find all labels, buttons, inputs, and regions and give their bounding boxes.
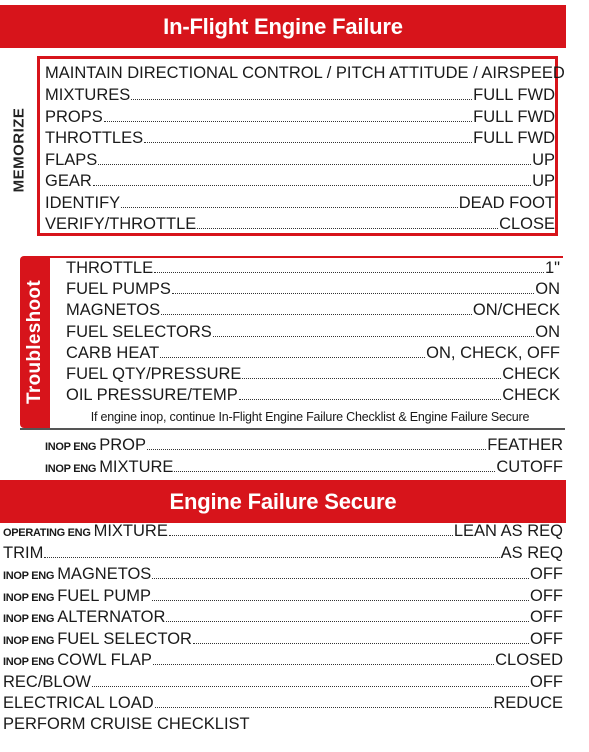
secure-item bbox=[3, 607, 563, 628]
item-value: DEAD FOOT bbox=[458, 193, 555, 212]
troubleshoot-note: If engine inop, continue In-Flight Engine Failure Checklist & Engine Failure Secure bbox=[90, 410, 530, 424]
memorize-side-label: MEMORIZE bbox=[10, 107, 28, 193]
memorize-item bbox=[45, 107, 555, 128]
item-label: OIL PRESSURE/TEMP bbox=[66, 386, 238, 405]
leader-dots bbox=[152, 586, 529, 601]
item-label: INOP ENG FUEL SELECTOR bbox=[3, 629, 192, 648]
item-value: UP bbox=[532, 172, 555, 190]
memorize-item bbox=[45, 150, 555, 171]
item-value: CHECK bbox=[502, 365, 560, 383]
item-label: TRIM bbox=[3, 543, 44, 562]
troubleshoot-item bbox=[66, 385, 560, 406]
secure-item bbox=[3, 543, 563, 564]
troubleshoot-item bbox=[66, 300, 560, 321]
item-label: FUEL SELECTORS bbox=[66, 322, 212, 341]
leader-dots bbox=[161, 300, 472, 315]
memorize-item bbox=[45, 171, 555, 192]
item-value: FULL FWD bbox=[473, 86, 555, 104]
engine-prefix: INOP ENG bbox=[3, 591, 55, 604]
item-value: LEAN AS REQ bbox=[453, 522, 563, 540]
leader-dots bbox=[104, 107, 472, 122]
leader-dots bbox=[169, 521, 453, 536]
item-label: OPERATING ENG MIXTURE bbox=[3, 522, 168, 540]
leader-dots bbox=[98, 150, 531, 165]
leader-dots bbox=[144, 128, 472, 143]
item-value: CLOSED bbox=[495, 651, 563, 669]
item-value: OFF bbox=[530, 608, 563, 626]
secure-final-line: PERFORM CRUISE CHECKLIST bbox=[3, 715, 250, 733]
leader-dots bbox=[147, 435, 486, 450]
item-value: ON, CHECK, OFF bbox=[426, 343, 560, 362]
item-value: FEATHER bbox=[487, 436, 563, 454]
leader-dots bbox=[131, 85, 472, 100]
item-label: FUEL QTY/PRESSURE bbox=[66, 365, 242, 383]
troubleshoot-item bbox=[66, 364, 560, 385]
item-value: UP bbox=[532, 150, 555, 169]
secure-item bbox=[3, 693, 563, 714]
item-label: IDENTIFY bbox=[45, 193, 121, 212]
item-value: OFF bbox=[530, 629, 563, 648]
engine-prefix: OPERATING ENG bbox=[3, 527, 91, 539]
item-value: OFF bbox=[530, 672, 563, 691]
engine-prefix: INOP ENG bbox=[45, 441, 97, 453]
item-label: INOP ENG PROP bbox=[45, 436, 146, 454]
leader-dots bbox=[121, 193, 458, 208]
item-label: REC/BLOW bbox=[3, 672, 92, 691]
leader-dots bbox=[92, 672, 529, 687]
leader-dots bbox=[154, 258, 544, 273]
item-value: CLOSE bbox=[499, 215, 555, 233]
item-label: THROTTLE bbox=[66, 259, 154, 277]
leader-dots bbox=[193, 629, 529, 644]
item-value: ON bbox=[535, 322, 560, 341]
leader-dots bbox=[93, 171, 531, 186]
item-label: THROTTLES bbox=[45, 129, 144, 147]
item-value: CUTOFF bbox=[496, 457, 563, 476]
troubleshoot-item bbox=[66, 322, 560, 343]
item-value: ON/CHECK bbox=[472, 301, 560, 320]
item-label: MAGNETOS bbox=[66, 301, 161, 320]
item-label: CARB HEAT bbox=[66, 343, 160, 362]
memorize-item bbox=[45, 128, 555, 149]
leader-dots bbox=[172, 279, 534, 294]
leader-dots bbox=[44, 543, 499, 558]
item-label: INOP ENG ALTERNATOR bbox=[3, 608, 166, 626]
secure-item bbox=[3, 564, 563, 585]
troubleshoot-item bbox=[66, 258, 560, 279]
item-value: REDUCE bbox=[493, 694, 563, 712]
item-label: FUEL PUMPS bbox=[66, 280, 171, 299]
secure-item bbox=[3, 672, 563, 693]
engine-prefix: INOP ENG bbox=[45, 462, 97, 475]
memorize-item bbox=[45, 85, 555, 106]
item-label: MIXTURES bbox=[45, 86, 131, 104]
leader-dots bbox=[153, 650, 494, 665]
engine-prefix: INOP ENG bbox=[3, 570, 55, 582]
engine-prefix: INOP ENG bbox=[3, 656, 55, 668]
troubleshoot-item bbox=[66, 343, 560, 364]
leader-dots bbox=[166, 607, 529, 622]
secure-item bbox=[3, 521, 563, 542]
leader-dots bbox=[152, 564, 529, 579]
item-value: ON bbox=[535, 280, 560, 299]
item-value: OFF bbox=[530, 565, 563, 583]
item-label: INOP ENG MAGNETOS bbox=[3, 565, 152, 583]
memorize-title-line: MAINTAIN DIRECTIONAL CONTROL / PITCH ATTITUDE / AIRSPEED bbox=[45, 64, 565, 82]
item-label: INOP ENG MIXTURE bbox=[45, 457, 174, 476]
leader-dots bbox=[197, 214, 498, 229]
secure-item bbox=[3, 650, 563, 671]
item-label: PROPS bbox=[45, 107, 103, 126]
leader-dots bbox=[239, 385, 501, 400]
item-value: OFF bbox=[530, 586, 563, 605]
leader-dots bbox=[160, 343, 425, 358]
engine-prefix: INOP ENG bbox=[3, 613, 55, 625]
engine-prefix: INOP ENG bbox=[3, 634, 55, 647]
item-label: FLAPS bbox=[45, 150, 98, 169]
secure-item bbox=[3, 629, 563, 650]
item-value: FULL FWD bbox=[473, 107, 555, 126]
leader-dots bbox=[213, 322, 534, 337]
item-value: FULL FWD bbox=[473, 129, 555, 147]
item-label: ELECTRICAL LOAD bbox=[3, 694, 154, 712]
secure-item bbox=[3, 586, 563, 607]
inop-item bbox=[45, 435, 563, 456]
leader-dots bbox=[242, 364, 501, 379]
leader-dots bbox=[155, 693, 493, 708]
memorize-item bbox=[45, 193, 555, 214]
troubleshoot-bottom-rule bbox=[20, 428, 565, 430]
item-value: CHECK bbox=[502, 386, 560, 405]
item-value: AS REQ bbox=[500, 543, 563, 562]
item-label: INOP ENG FUEL PUMP bbox=[3, 586, 152, 605]
troubleshoot-side-label: Troubleshoot bbox=[20, 256, 50, 428]
header-engine-failure-secure: Engine Failure Secure bbox=[0, 480, 566, 523]
leader-dots bbox=[174, 457, 495, 472]
item-label: VERIFY/THROTTLE bbox=[45, 215, 197, 233]
item-value: 1" bbox=[544, 259, 560, 277]
item-label: INOP ENG COWL FLAP bbox=[3, 651, 152, 669]
item-label: GEAR bbox=[45, 172, 92, 190]
troubleshoot-item bbox=[66, 279, 560, 300]
inop-item bbox=[45, 457, 563, 478]
header-in-flight-engine-failure: In-Flight Engine Failure bbox=[0, 5, 566, 48]
memorize-item bbox=[45, 214, 555, 235]
